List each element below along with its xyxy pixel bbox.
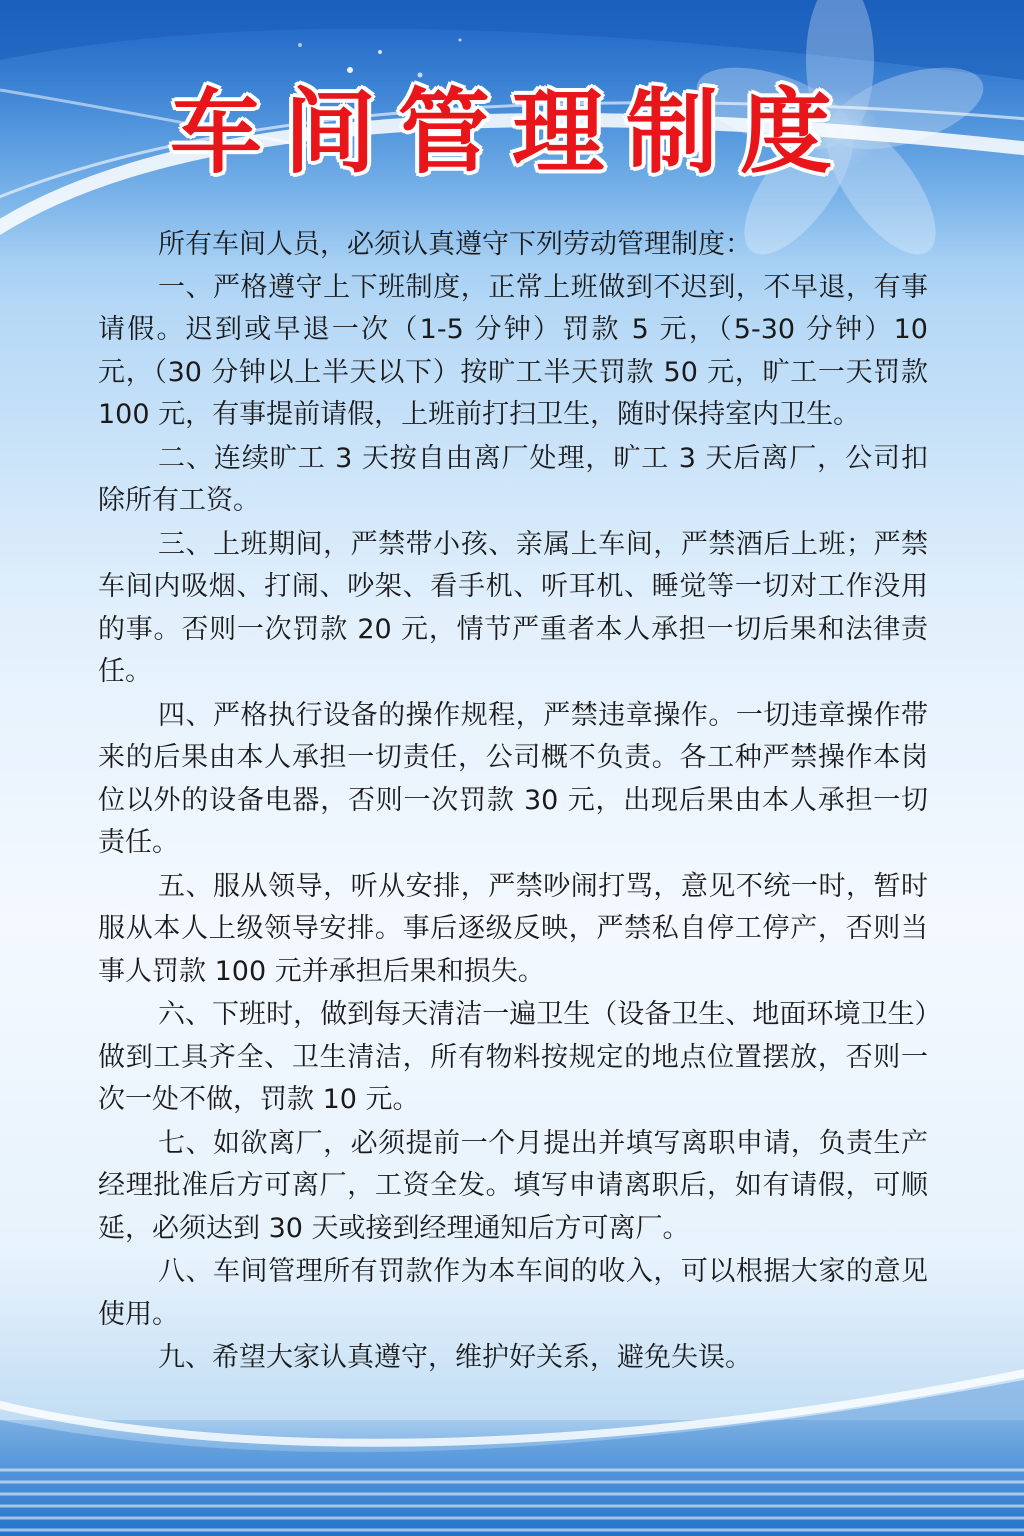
rule-item-7: 七、如欲离厂，必须提前一个月提出并填写离职申请，负责生产经理批准后方可离厂，工资全发。填写申请离职后，如有请假，可顺延，必须达到 30 天或接到经理通知后方可离厂。 <box>98 1127 928 1244</box>
rule-item-6: 六、下班时，做到每天清洁一遍卫生（设备卫生、地面环境卫生）做到工具齐全、卫生清洁，所有物料按规定的地点位置摆放，否则一次一处不做，罚款 10 元。 <box>98 999 928 1115</box>
rule-item-4: 四、严格执行设备的操作规程，严禁违章操作。一切违章操作带来的后果由本人承担一切责任，公司概不负责。各工种严禁操作本岗位以外的设备电器，否则一次罚款 30 元，出现后果由本人承担一切责任。 <box>98 699 928 858</box>
rules-content <box>98 224 928 1381</box>
intro-text: 所有车间人员，必须认真遵守下列劳动管理制度： <box>158 229 752 260</box>
rule-item-8: 八、车间管理所有罚款作为本车间的收入，可以根据大家的意见使用。 <box>98 1256 928 1330</box>
rule-item-5: 五、服从领导，听从安排，严禁吵闹打骂，意见不统一时，暂时服从本人上级领导安排。事后逐级反映，严禁私自停工停产，否则当事人罚款 100 元并承担后果和损失。 <box>98 870 928 987</box>
page-title: 车间管理制度 <box>169 79 854 186</box>
rule-item-1: 一、严格遵守上下班制度，正常上班做到不迟到，不早退，有事请假。迟到或早退一次（1-5 分钟）罚款 5 元，（5-30 分钟）10 元，（30 分钟以上半天以下）按旷工半天罚款 50 元，旷工一天罚款 100 元，有事提前请假，上班前打扫卫生，随时保持室内卫生。 <box>98 271 928 430</box>
rule-item-2: 二、连续旷工 3 天按自由离厂处理，旷工 3 天后离厂，公司扣除所有工资。 <box>98 442 928 516</box>
rule-item-3: 三、上班期间，严禁带小孩、亲属上车间，严禁酒后上班；严禁车间内吸烟、打闹、吵架、看手机、听耳机、睡觉等一切对工作没用的事。否则一次罚款 20 元，情节严重者本人承担一切后果和法律责任。 <box>98 528 928 687</box>
rule-item-9: 九、希望大家认真遵守，维护好关系，避免失误。 <box>158 1342 752 1373</box>
